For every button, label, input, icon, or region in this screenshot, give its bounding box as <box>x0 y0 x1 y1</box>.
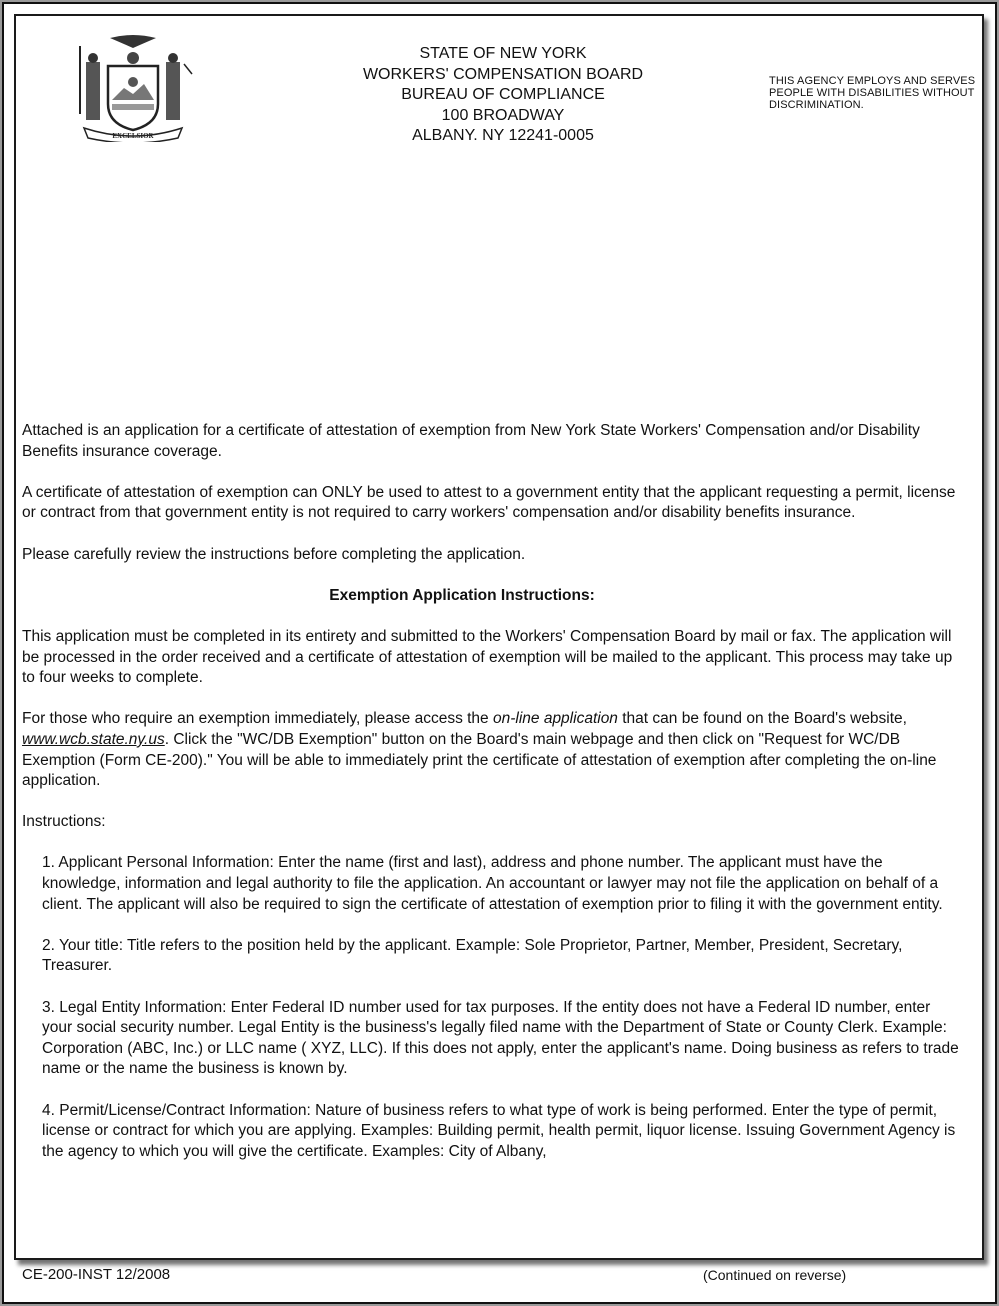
letterhead-city: ALBANY. NY 12241-0005 <box>412 127 594 144</box>
continued-note: (Continued on reverse) <box>703 1267 847 1283</box>
instruction-item: 4. Permit/License/Contract Information: Nature of business refers to what type of work is being performed. Enter the type of permit, license or contract for which you are applying. Examples: Building permit, health permit, liquor license. Issuing Government Agency is the agency to which you will give the certificate. Examples: City of Albany, <box>42 1101 956 1160</box>
intro-paragraph-2: A certificate of attestation of exemption can ONLY be used to attest to a government entity that the applicant requesting a permit, license or contract from that government entity is not required to carry workers' compensation and/or disability benefits insurance. <box>22 483 956 522</box>
letterhead-state: STATE OF NEW YORK <box>419 45 587 62</box>
letterhead-board: WORKERS' COMPENSATION BOARD <box>362 65 644 83</box>
seal-motto: EXCELSIOR <box>112 132 154 140</box>
text-span: . Click the "WC/DB Exemption" button on the Board's main webpage and then click on "Request for WC/DB Exemption (Form CE-200)." You will be able to immediately print the certificate of attestation of exemption after completing the on-line application. <box>22 730 937 790</box>
letterhead <box>316 44 690 147</box>
letterhead-bureau: BUREAU OF COMPLIANCE <box>401 86 605 103</box>
text-span: that can be found on the Board's website, <box>617 710 907 728</box>
document-body <box>22 421 962 1183</box>
instruction-item: 2. Your title: Title refers to the position held by the applicant. Example: Sole Proprietor, Partner, Member, President, Secretary, Treasurer. <box>42 936 903 975</box>
notice-line: THIS AGENCY EMPLOYS AND SERVES <box>769 75 976 87</box>
process-paragraph-1: This application must be completed in its entirety and submitted to the Workers' Compensation Board by mail or fax. The application will be processed in the order received and a certificate of attestation of exemption will be mailed to the applicant. This process may take up to four weeks to complete. <box>22 627 953 687</box>
state-seal-icon <box>72 34 194 142</box>
process-paragraph-2 <box>22 709 962 791</box>
intro-paragraph-3: Please carefully review the instructions before completing the application. <box>22 545 526 563</box>
text-span: For those who require an exemption immediately, please access the <box>22 710 493 728</box>
notice-line: DISCRIMINATION. <box>769 99 864 111</box>
instructions-label: Instructions: <box>22 813 106 831</box>
online-application-text: on-line application <box>492 710 618 728</box>
notice-line: PEOPLE WITH DISABILITIES WITHOUT <box>769 87 975 99</box>
website-link[interactable]: www.wcb.state.ny.us <box>22 730 165 748</box>
letterhead-street: 100 BROADWAY <box>441 106 565 124</box>
instruction-item: 3. Legal Entity Information: Enter Federal ID number used for tax purposes. If the entity does not have a Federal ID number, enter your social security number. Legal Entity is the business's legally filed name with the Department of State or County Clerk. Example: Corporation (ABC, Inc.) or LLC name ( XYZ, LLC). If this does not apply, enter the applicant's name. Doing business as refers to trade name or the name the business is known by. <box>42 998 959 1078</box>
instruction-item: 1. Applicant Personal Information: Enter the name (first and last), address and phone number. The applicant must have the knowledge, information and legal authority to file the application. An accountant or lawyer may not file the application on behalf of a client. The applicant will also be required to sign the certificate of attestation of exemption prior to filing it with the government entity. <box>42 854 943 913</box>
form-id: CE-200-INST 12/2008 <box>22 1266 171 1283</box>
section-heading: Exemption Application Instructions: <box>329 586 595 604</box>
intro-paragraph-1: Attached is an application for a certificate of attestation of exemption from New York State Workers' Compensation and/or Disability Benefits insurance coverage. <box>22 422 920 460</box>
disability-notice <box>769 75 999 111</box>
